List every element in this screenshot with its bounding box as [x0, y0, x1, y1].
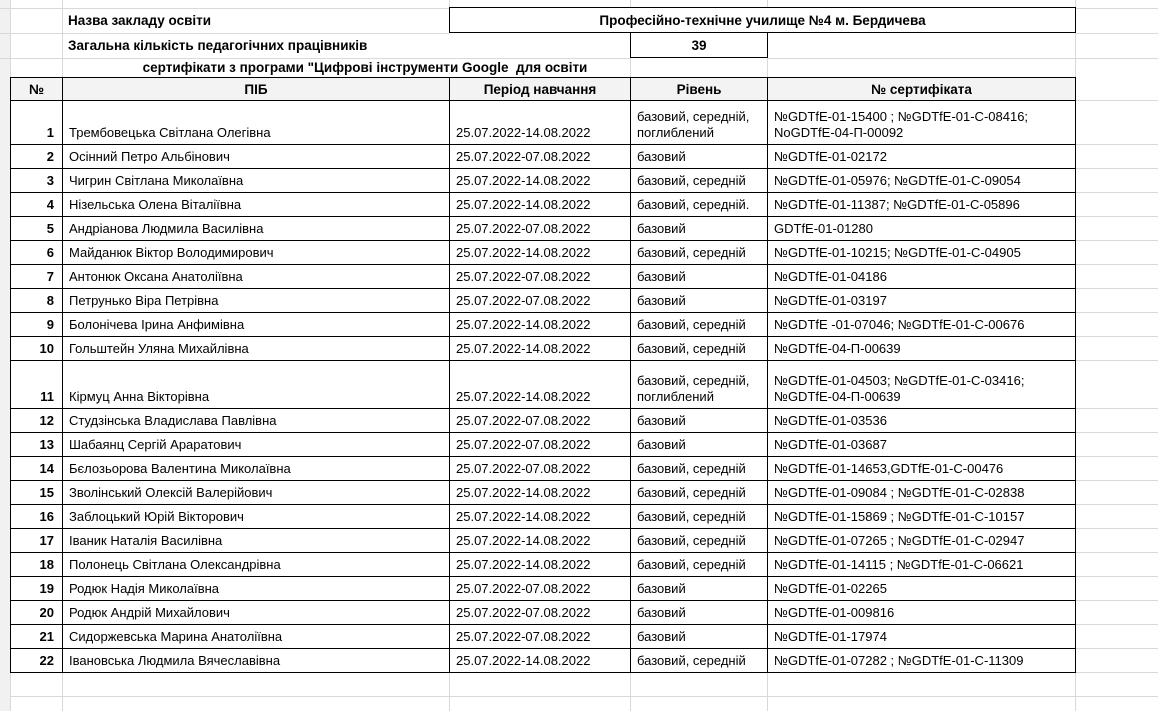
cell-level[interactable]: базовий, середній	[631, 169, 768, 193]
cell-name[interactable]: Івановська Людмила Вячеславівна	[63, 649, 450, 673]
cell-period[interactable]: 25.07.2022-14.08.2022	[450, 649, 631, 673]
table-row	[11, 145, 1158, 169]
cell-certificate[interactable]: №GDTfE-01-07282 ; №GDTfE-01-C-11309	[768, 649, 1076, 673]
cell-certificate[interactable]: GDTfE-01-01280	[768, 217, 1076, 241]
empty-sheet-cell[interactable]	[1076, 289, 1158, 313]
cell-num[interactable]: 3	[11, 169, 63, 193]
cell-certificate[interactable]: №GDTfE-01-05976; №GDTfE-01-C-09054	[768, 169, 1076, 193]
cell-num[interactable]: 9	[11, 313, 63, 337]
cell-num[interactable]: 17	[11, 529, 63, 553]
cell-certificate[interactable]: №GDTfE-01-04503; №GDTfE-01-C-03416; №GDTfE-04-П-00639	[768, 361, 1076, 409]
cell-level[interactable]: базовий, середній	[631, 457, 768, 481]
table-row	[11, 217, 1158, 241]
cell-name[interactable]: Студзінська Владислава Павлівна	[63, 409, 450, 433]
cell-num[interactable]: 16	[11, 505, 63, 529]
cell-num[interactable]: 4	[11, 193, 63, 217]
cell-level[interactable]: базовий	[631, 289, 768, 313]
cell-num[interactable]: 15	[11, 481, 63, 505]
cell-certificate[interactable]: №GDTfE-01-04186	[768, 265, 1076, 289]
cell-num[interactable]: 10	[11, 337, 63, 361]
cell-name[interactable]: Бєлозьорова Валентина Миколаївна	[63, 457, 450, 481]
cell-num[interactable]: 7	[11, 265, 63, 289]
cell-name[interactable]: Гольштейн Уляна Михайлівна	[63, 337, 450, 361]
cell-certificate[interactable]: №GDTfE -01-07046; №GDTfE-01-C-00676	[768, 313, 1076, 337]
empty-sheet-cell[interactable]	[1076, 145, 1158, 169]
gridline	[10, 0, 11, 77]
cell-level[interactable]: базовий	[631, 217, 768, 241]
cell-period[interactable]: 25.07.2022-14.08.2022	[450, 361, 631, 409]
empty-sheet-cell[interactable]	[1076, 361, 1158, 409]
cell-certificate[interactable]: №GDTfE-01-07265 ; №GDTfE-01-C-02947	[768, 529, 1076, 553]
cell-certificate[interactable]: №GDTfE-01-14115 ; №GDTfE-01-C-06621	[768, 553, 1076, 577]
empty-sheet-cell[interactable]	[1076, 673, 1158, 697]
table-row	[11, 577, 1158, 601]
table-row	[11, 649, 1158, 673]
empty-sheet-cell[interactable]	[63, 673, 450, 697]
cell-certificate[interactable]: №GDTfE-01-15869 ; №GDTfE-01-C-10157	[768, 505, 1076, 529]
school-name-cell[interactable]: Професійно-технічне училище №4 м. Бердичева	[449, 7, 1076, 33]
cell-num[interactable]: 20	[11, 601, 63, 625]
empty-row	[11, 673, 1158, 697]
cell-num[interactable]: 22	[11, 649, 63, 673]
cell-certificate[interactable]: №GDTfE-01-009816	[768, 601, 1076, 625]
cell-num[interactable]: 8	[11, 289, 63, 313]
cell-level[interactable]: базовий, середній	[631, 529, 768, 553]
cell-level[interactable]: базовий	[631, 577, 768, 601]
empty-sheet-cell[interactable]	[1076, 169, 1158, 193]
cell-period[interactable]: 25.07.2022-14.08.2022	[450, 529, 631, 553]
cell-period[interactable]: 25.07.2022-07.08.2022	[450, 145, 631, 169]
empty-sheet-cell[interactable]	[450, 697, 631, 711]
table-row	[11, 601, 1158, 625]
header-certificate[interactable]: № сертифіката	[768, 78, 1076, 101]
empty-sheet-cell[interactable]	[1076, 457, 1158, 481]
empty-sheet-cell[interactable]	[1076, 697, 1158, 711]
table-row	[11, 433, 1158, 457]
cell-name[interactable]: Кірмуц Анна Вікторівна	[63, 361, 450, 409]
cell-num[interactable]: 14	[11, 457, 63, 481]
cell-name[interactable]: Іваник Наталія Василівна	[63, 529, 450, 553]
table-row	[11, 505, 1158, 529]
table-row	[11, 241, 1158, 265]
empty-sheet-cell[interactable]	[1076, 601, 1158, 625]
cell-period[interactable]: 25.07.2022-07.08.2022	[450, 433, 631, 457]
staff-count-label[interactable]: Загальна кількість педагогічних працівників	[68, 38, 368, 53]
cell-level[interactable]: базовий, середній	[631, 553, 768, 577]
cell-name[interactable]: Болонічева Ірина Анфимівна	[63, 313, 450, 337]
table-row	[11, 481, 1158, 505]
cell-name[interactable]: Осінний Петро Альбінович	[63, 145, 450, 169]
empty-sheet-cell[interactable]	[450, 673, 631, 697]
school-name-label[interactable]: Назва закладу освіти	[68, 13, 212, 28]
row-gutter	[0, 0, 10, 711]
cell-level[interactable]: базовий	[631, 601, 768, 625]
gridline	[1075, 33, 1158, 34]
cell-certificate[interactable]: №GDTfE-01-09084 ; №GDTfE-01-C-02838	[768, 481, 1076, 505]
cell-name[interactable]: Майданюк Віктор Володимирович	[63, 241, 450, 265]
cell-num[interactable]: 6	[11, 241, 63, 265]
empty-sheet-cell[interactable]	[1076, 337, 1158, 361]
gridline	[767, 58, 768, 77]
cell-certificate[interactable]: №GDTfE-01-15400 ; №GDTfE-01-C-08416; NoGDTfE-04-П-00092	[768, 101, 1076, 145]
cell-certificate[interactable]: №GDTfE-01-02265	[768, 577, 1076, 601]
cell-name[interactable]: Заблоцький Юрій Вікторович	[63, 505, 450, 529]
cell-period[interactable]: 25.07.2022-07.08.2022	[450, 217, 631, 241]
empty-row	[11, 697, 1158, 711]
cell-period[interactable]: 25.07.2022-14.08.2022	[450, 101, 631, 145]
cell-level[interactable]: базовий	[631, 265, 768, 289]
staff-count-cell[interactable]: 39	[630, 32, 768, 58]
table-header-row	[11, 78, 1158, 101]
cell-name[interactable]: Трембовецька Світлана Олегівна	[63, 101, 450, 145]
cell-num[interactable]: 11	[11, 361, 63, 409]
table-row	[11, 529, 1158, 553]
cell-certificate[interactable]: №GDTfE-01-02172	[768, 145, 1076, 169]
cell-period[interactable]: 25.07.2022-14.08.2022	[450, 241, 631, 265]
cell-level[interactable]: базовий, середній	[631, 505, 768, 529]
empty-sheet-cell[interactable]	[631, 673, 768, 697]
table-row	[11, 409, 1158, 433]
empty-sheet-cell[interactable]	[1076, 313, 1158, 337]
cell-level[interactable]: базовий, середній	[631, 337, 768, 361]
cell-level[interactable]: базовий, середній	[631, 241, 768, 265]
cell-period[interactable]: 25.07.2022-07.08.2022	[450, 265, 631, 289]
cell-period[interactable]: 25.07.2022-14.08.2022	[450, 481, 631, 505]
empty-sheet-cell[interactable]	[1076, 625, 1158, 649]
header-number[interactable]: №	[11, 78, 63, 101]
header-name[interactable]: ПІБ	[63, 78, 450, 101]
cell-level[interactable]: базовий	[631, 433, 768, 457]
table-row	[11, 169, 1158, 193]
cell-num[interactable]: 2	[11, 145, 63, 169]
empty-sheet-cell[interactable]	[1076, 193, 1158, 217]
table-row	[11, 457, 1158, 481]
empty-sheet-cell[interactable]	[768, 697, 1076, 711]
cell-num[interactable]: 5	[11, 217, 63, 241]
cell-certificate[interactable]: №GDTfE-01-03687	[768, 433, 1076, 457]
cell-level[interactable]: базовий, середній	[631, 649, 768, 673]
cell-name[interactable]: Чигрин Світлана Миколаївна	[63, 169, 450, 193]
cell-name[interactable]: Родюк Андрій Михайлович	[63, 601, 450, 625]
empty-sheet-cell[interactable]	[1076, 265, 1158, 289]
cell-name[interactable]: Сидоржевська Марина Анатоліївна	[63, 625, 450, 649]
table-row	[11, 361, 1158, 409]
cell-certificate[interactable]: №GDTfE-01-10215; №GDTfE-01-C-04905	[768, 241, 1076, 265]
table-row	[11, 625, 1158, 649]
empty-sheet-cell[interactable]	[1076, 505, 1158, 529]
header-period[interactable]: Період навчання	[450, 78, 631, 101]
cell-level[interactable]: базовий, середній, поглиблений	[631, 101, 768, 145]
cell-period[interactable]: 25.07.2022-14.08.2022	[450, 193, 631, 217]
table-row	[11, 265, 1158, 289]
table-body	[11, 101, 1158, 711]
cell-num[interactable]: 18	[11, 553, 63, 577]
cell-certificate[interactable]: №GDTfE-01-03536	[768, 409, 1076, 433]
cell-name[interactable]: Шабаянц Сергій Араратович	[63, 433, 450, 457]
cell-period[interactable]: 25.07.2022-07.08.2022	[450, 289, 631, 313]
empty-sheet-cell[interactable]	[768, 673, 1076, 697]
table-row	[11, 193, 1158, 217]
cell-period[interactable]: 25.07.2022-14.08.2022	[450, 505, 631, 529]
cell-period[interactable]: 25.07.2022-14.08.2022	[450, 313, 631, 337]
header-level[interactable]: Рівень	[631, 78, 768, 101]
cell-name[interactable]: Родюк Надія Миколаївна	[63, 577, 450, 601]
cell-num[interactable]: 13	[11, 433, 63, 457]
empty-sheet-cell[interactable]	[1076, 529, 1158, 553]
program-title: сертифікати з програми "Цифрові інструменти Google для освіти	[142, 60, 588, 75]
empty-sheet-cell[interactable]	[1076, 577, 1158, 601]
cell-certificate[interactable]: №GDTfE-04-П-00639	[768, 337, 1076, 361]
cell-name[interactable]: Андріанова Людмила Василівна	[63, 217, 450, 241]
empty-sheet-cell[interactable]	[1076, 553, 1158, 577]
empty-sheet-cell[interactable]	[1076, 217, 1158, 241]
empty-sheet-cell[interactable]	[11, 697, 63, 711]
certificates-table	[10, 77, 1158, 711]
cell-level[interactable]: базовий	[631, 409, 768, 433]
gridline	[767, 58, 1158, 59]
cell-level[interactable]: базовий, середній	[631, 313, 768, 337]
empty-sheet-cell[interactable]	[11, 673, 63, 697]
cell-num[interactable]: 21	[11, 625, 63, 649]
table-row	[11, 101, 1158, 145]
empty-sheet-cell[interactable]	[631, 697, 768, 711]
cell-level[interactable]: базовий, середній	[631, 481, 768, 505]
cell-level[interactable]: базовий	[631, 145, 768, 169]
cell-level[interactable]: базовий, середній, поглиблений	[631, 361, 768, 409]
cell-period[interactable]: 25.07.2022-14.08.2022	[450, 337, 631, 361]
cell-num[interactable]: 12	[11, 409, 63, 433]
empty-sheet-cell[interactable]	[1076, 101, 1158, 145]
cell-certificate[interactable]: №GDTfE-01-14653,GDTfE-01-C-00476	[768, 457, 1076, 481]
cell-num[interactable]: 19	[11, 577, 63, 601]
empty-sheet-cell[interactable]	[1076, 433, 1158, 457]
cell-level[interactable]: базовий	[631, 625, 768, 649]
cell-period[interactable]: 25.07.2022-14.08.2022	[450, 553, 631, 577]
cell-certificate[interactable]: №GDTfE-01-03197	[768, 289, 1076, 313]
gridline	[1075, 33, 1076, 77]
empty-sheet-cell[interactable]	[1076, 241, 1158, 265]
cell-level[interactable]: базовий, середній.	[631, 193, 768, 217]
empty-sheet-cell[interactable]	[1076, 649, 1158, 673]
cell-period[interactable]: 25.07.2022-07.08.2022	[450, 577, 631, 601]
cell-name[interactable]: Полонець Світлана Олександрівна	[63, 553, 450, 577]
table-row	[11, 553, 1158, 577]
table-row	[11, 337, 1158, 361]
cell-period[interactable]: 25.07.2022-07.08.2022	[450, 601, 631, 625]
cell-name[interactable]: Петрунько Віра Петрівна	[63, 289, 450, 313]
cell-name[interactable]: Зволінський Олексій Валерійович	[63, 481, 450, 505]
cell-num[interactable]: 1	[11, 101, 63, 145]
cell-certificate[interactable]: №GDTfE-01-17974	[768, 625, 1076, 649]
table-row	[11, 289, 1158, 313]
cell-name[interactable]: Антонюк Оксана Анатоліївна	[63, 265, 450, 289]
table-row	[11, 313, 1158, 337]
cell-period[interactable]: 25.07.2022-07.08.2022	[450, 457, 631, 481]
cell-certificate[interactable]: №GDTfE-01-11387; №GDTfE-01-C-05896	[768, 193, 1076, 217]
empty-sheet-cell[interactable]	[1076, 481, 1158, 505]
cell-period[interactable]: 25.07.2022-07.08.2022	[450, 409, 631, 433]
empty-sheet-cell[interactable]	[1076, 78, 1158, 101]
empty-sheet-cell[interactable]	[63, 697, 450, 711]
cell-name[interactable]: Нізельська Олена Віталіївна	[63, 193, 450, 217]
empty-sheet-cell[interactable]	[1076, 409, 1158, 433]
cell-period[interactable]: 25.07.2022-14.08.2022	[450, 169, 631, 193]
cell-period[interactable]: 25.07.2022-07.08.2022	[450, 625, 631, 649]
